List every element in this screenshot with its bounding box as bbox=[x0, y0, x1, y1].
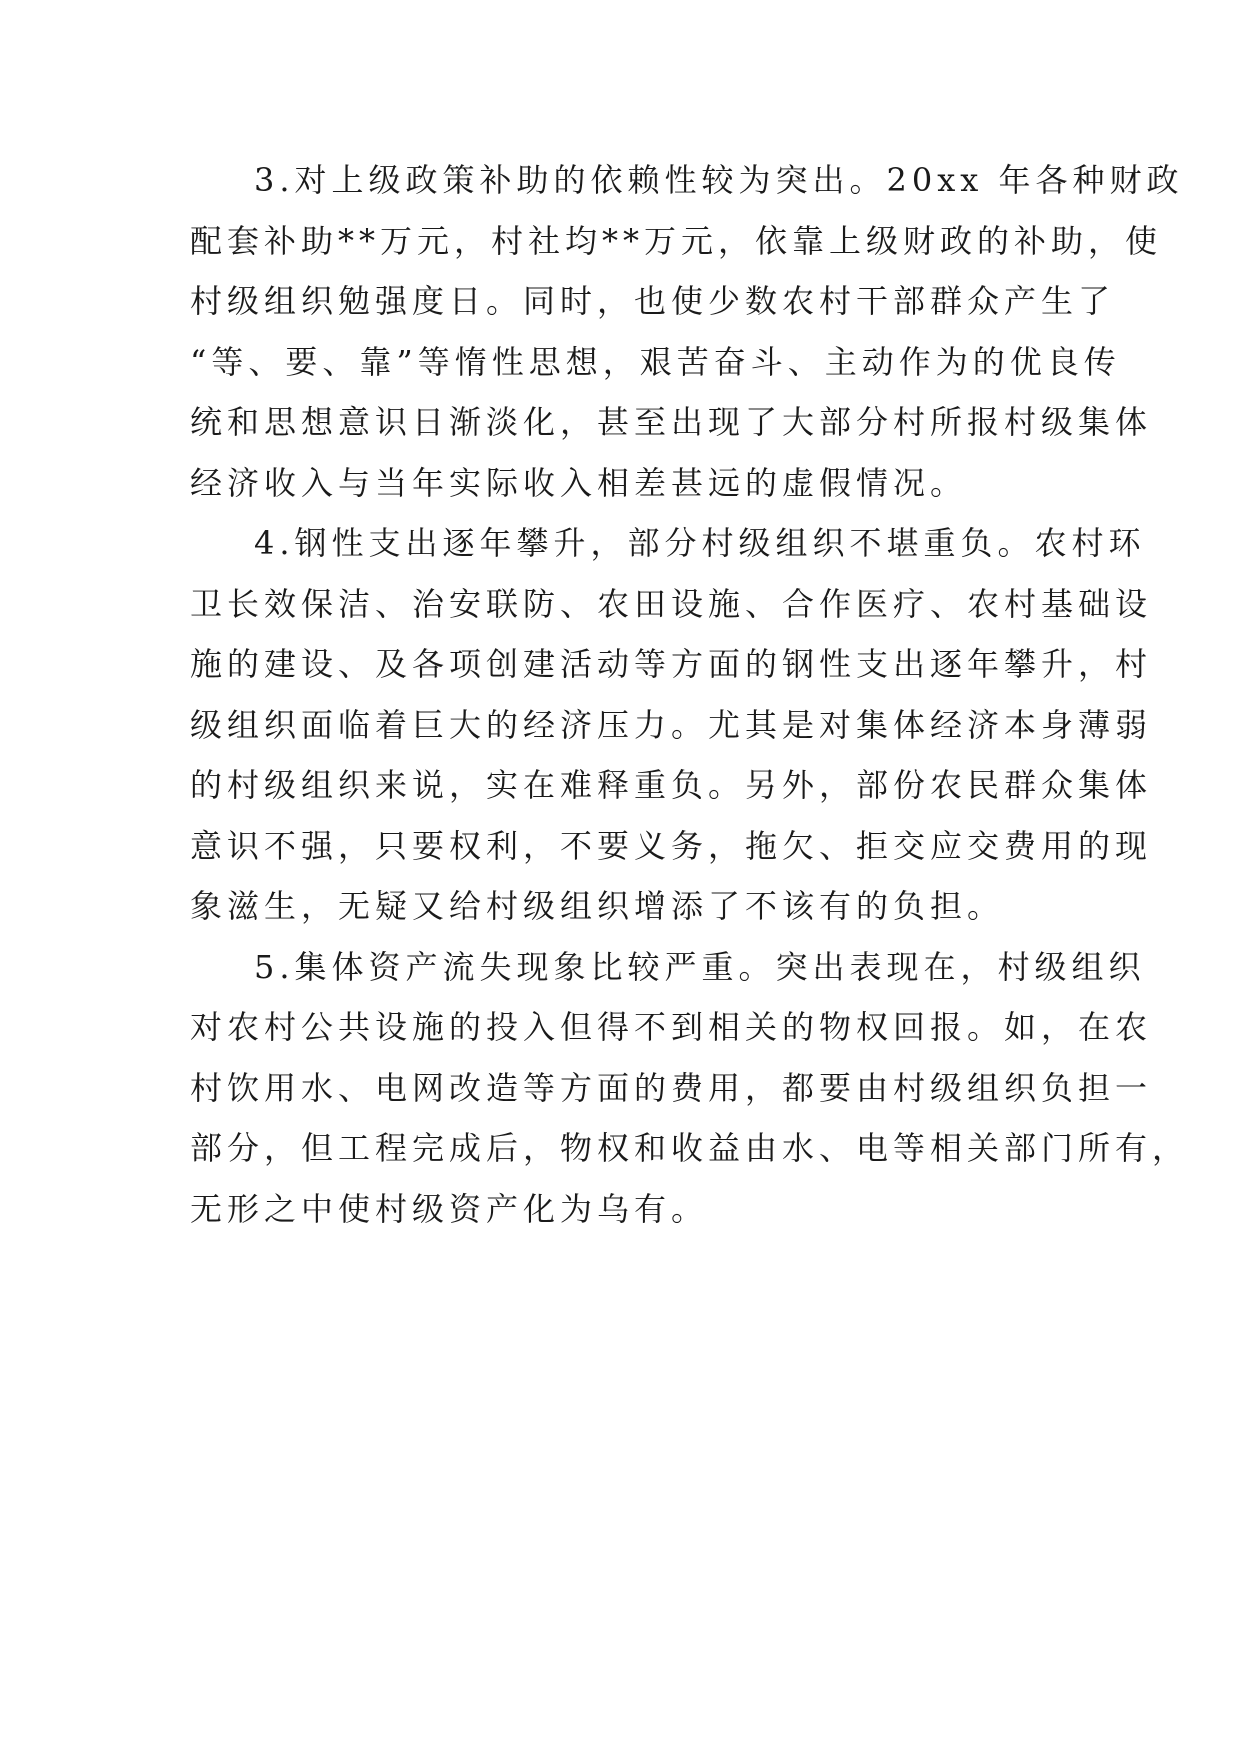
paragraph-line: “等、要、靠”等惰性思想，艰苦奋斗、主动作为的优良传 bbox=[190, 342, 1121, 381]
paragraph-line: 级组织面临着巨大的经济压力。尤其是对集体经济本身薄弱 bbox=[190, 705, 1153, 744]
paragraph-line: 无形之中使村级资产化为乌有。 bbox=[190, 1189, 709, 1228]
paragraph-5 bbox=[190, 937, 1190, 1240]
paragraph-line: 村饮用水、电网改造等方面的费用，都要由村级组织负担一 bbox=[190, 1068, 1153, 1107]
paragraph-3 bbox=[190, 150, 1184, 513]
document-body bbox=[190, 150, 1190, 1239]
paragraph-line: 的村级组织来说，实在难释重负。另外，部份农民群众集体 bbox=[190, 766, 1153, 804]
paragraph-line: 村级组织勉强度日。同时，也使少数农村干部群众产生了 bbox=[190, 282, 1116, 320]
paragraph-line: 配套补助**万元，村社均**万元，依靠上级财政的补助，使 bbox=[190, 221, 1163, 260]
paragraph-line: 统和思想意识日渐淡化，甚至出现了大部分村所报村级集体 bbox=[190, 403, 1153, 441]
paragraph-line: 卫长效保洁、治安联防、农田设施、合作医疗、农村基础设 bbox=[190, 584, 1153, 623]
paragraph-line: 4.钢性支出逐年攀升，部分村级组织不堪重负。农村环 bbox=[254, 524, 1146, 562]
paragraph-line: 3.对上级政策补助的依赖性较为突出。20xx 年各种财政 bbox=[254, 161, 1184, 199]
paragraph-line: 象滋生，无疑又给村级组织增添了不该有的负担。 bbox=[190, 887, 1005, 925]
paragraph-line: 对农村公共设施的投入但得不到相关的物权回报。如，在农 bbox=[190, 1008, 1153, 1046]
paragraph-line: 意识不强，只要权利，不要义务，拖欠、拒交应交费用的现 bbox=[190, 826, 1153, 865]
paragraph-line: 施的建设、及各项创建活动等方面的钢性支出逐年攀升，村 bbox=[190, 645, 1153, 683]
paragraph-4 bbox=[190, 513, 1153, 937]
paragraph-line: 5.集体资产流失现象比较严重。突出表现在，村级组织 bbox=[254, 947, 1146, 986]
paragraph-line: 经济收入与当年实际收入相差甚远的虚假情况。 bbox=[190, 463, 968, 502]
paragraph-line: 部分，但工程完成后，物权和收益由水、电等相关部门所有， bbox=[190, 1129, 1190, 1167]
